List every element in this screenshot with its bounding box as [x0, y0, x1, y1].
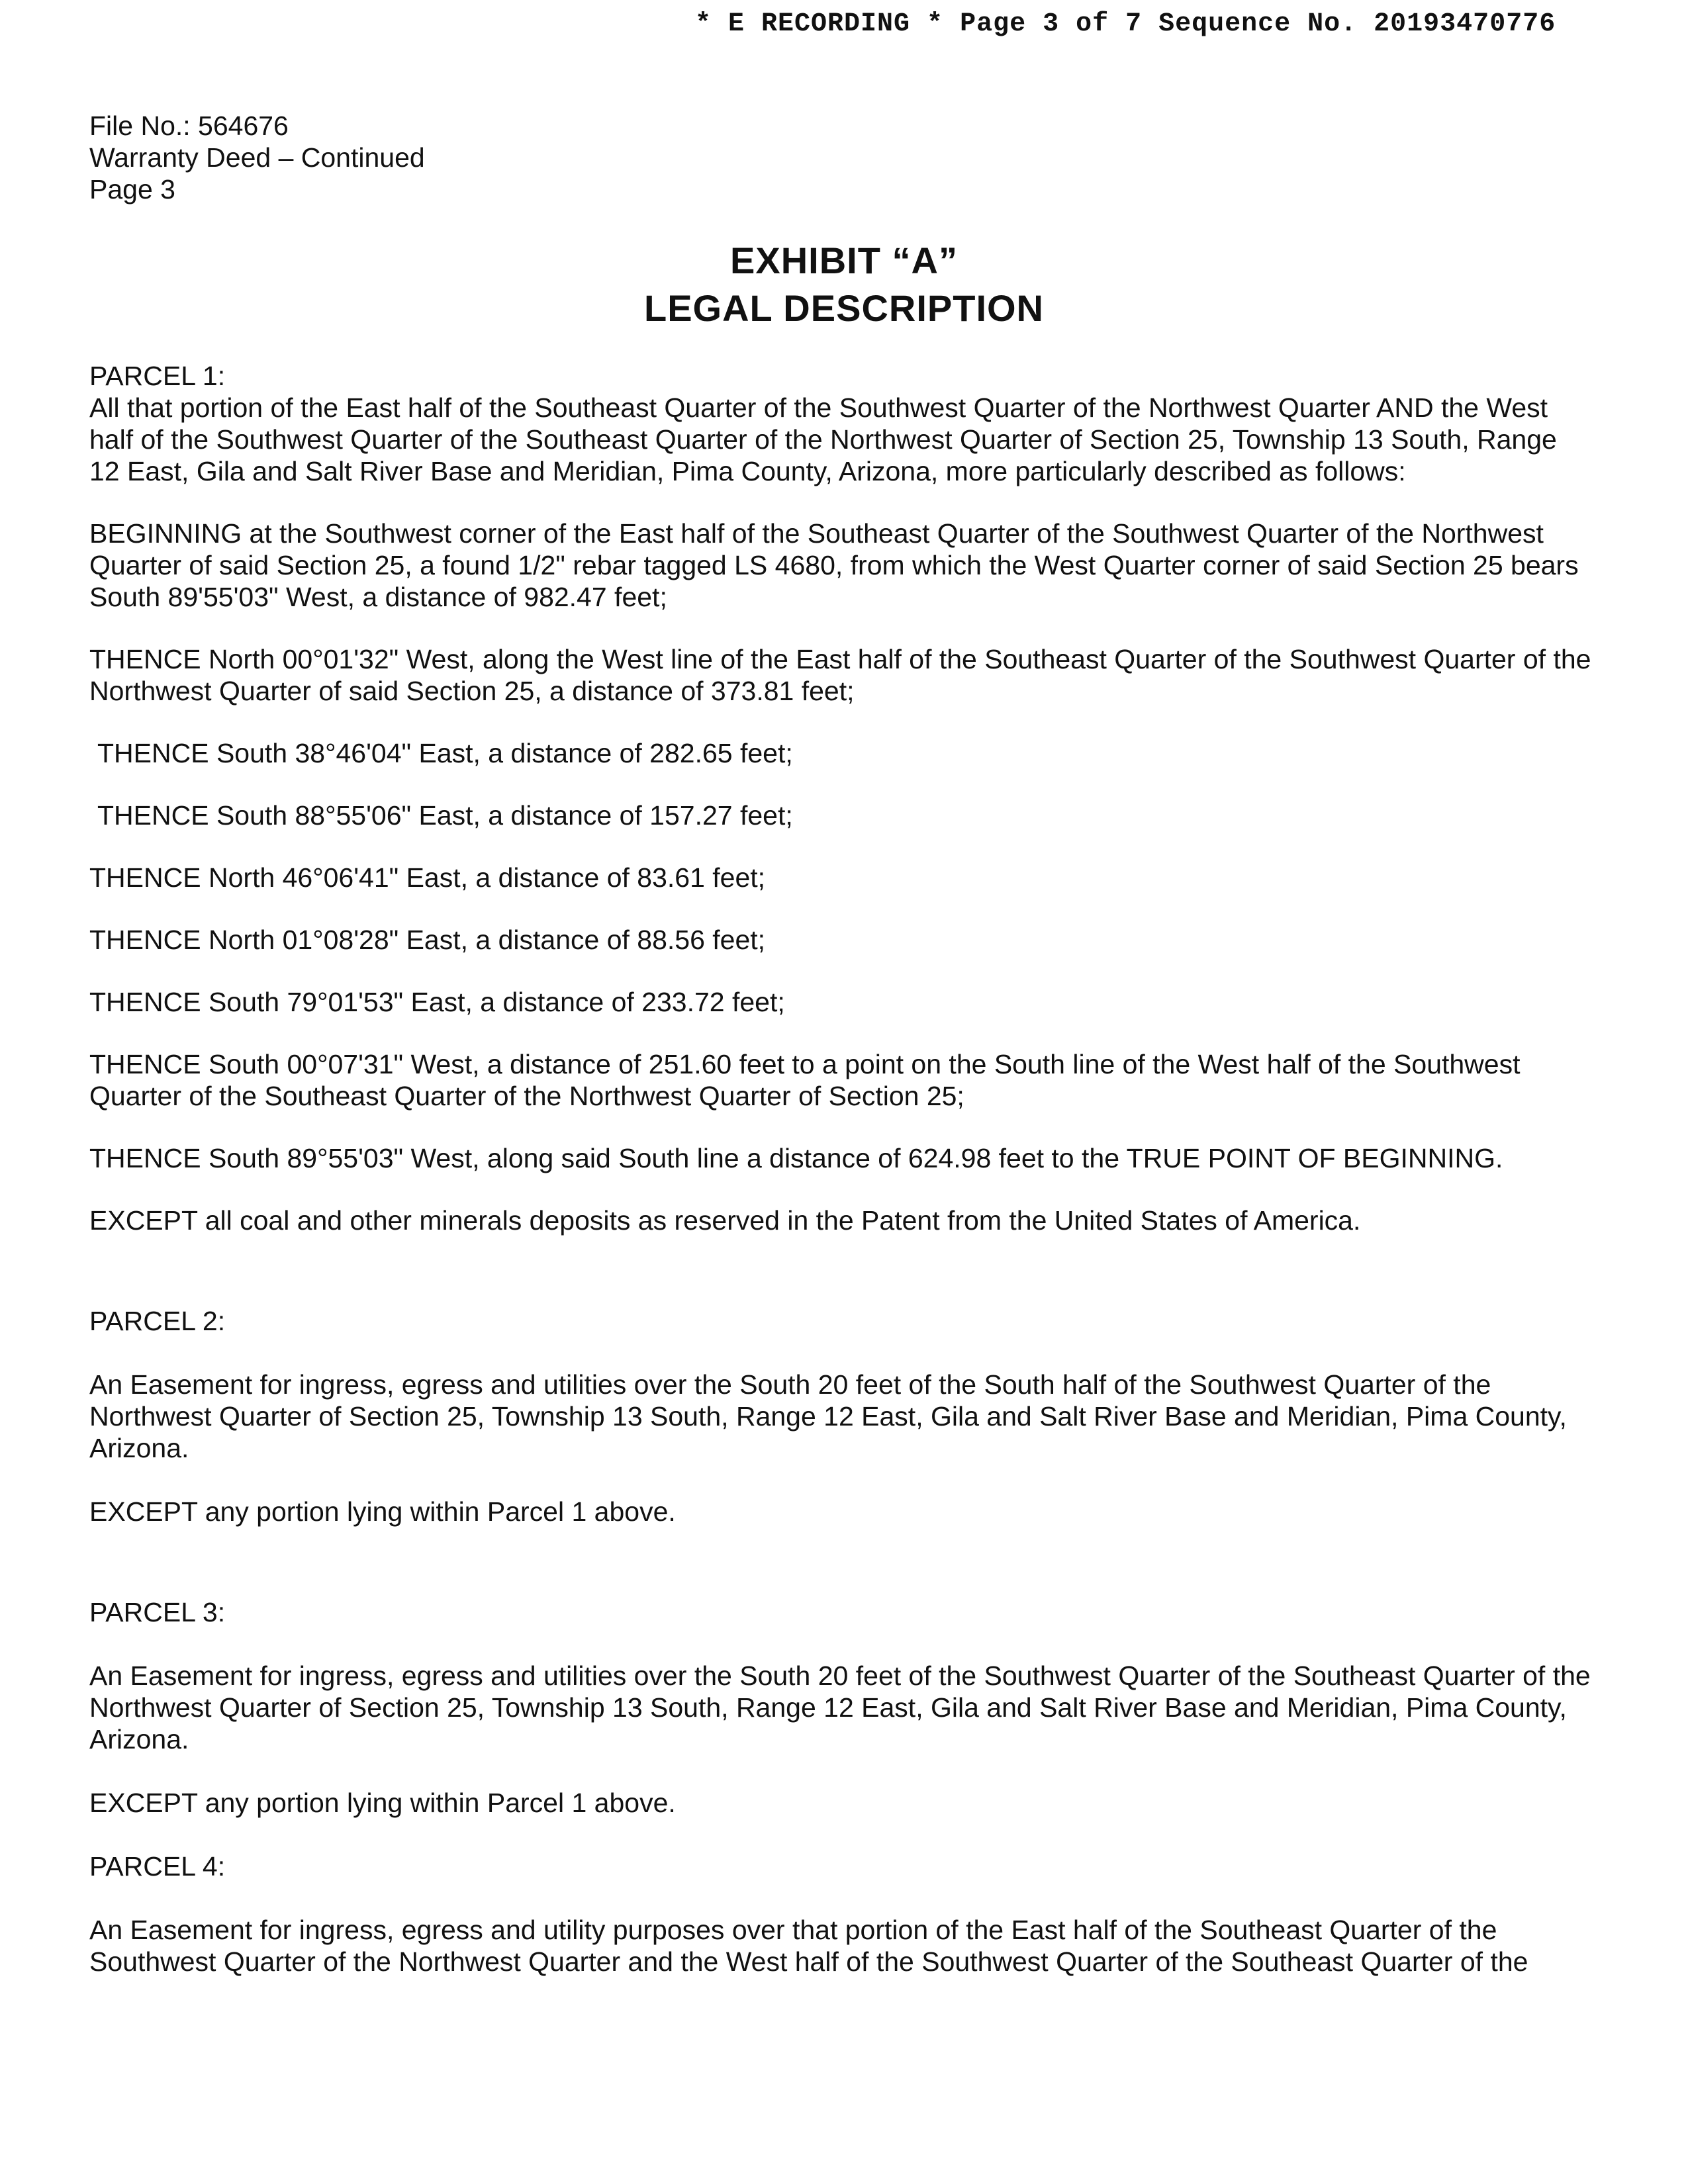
- parcel-1-call: THENCE South 00°07'31" West, a distance of 251.60 feet to a point on the South line of the West half of the Southwest Quarter of the Southeast Quarter of the Northwest Quarter of Section 25;: [89, 1049, 1521, 1111]
- parcel-4-text: An Easement for ingress, egress and utility purposes over that portion of the East half of the Southeast Quarter of the Southwest Quarter of the Northwest Quarter and the West half of the Southwest Quarter of the Southeast Quarter of the: [89, 1915, 1528, 1977]
- parcel-2-text: An Easement for ingress, egress and utilities over the South 20 feet of the South half of the Southwest Quarter of the Northwest Quarter of Section 25, Township 13 South, Range 12 East, Gila and Salt River Base and Meridian, Pima County, Arizona.: [89, 1369, 1567, 1463]
- parcel-1-except: EXCEPT all coal and other minerals deposits as reserved in the Patent from the United States of America.: [89, 1205, 1361, 1236]
- exhibit-subtitle: LEGAL DESCRIPTION: [643, 287, 1044, 329]
- parcel-1-label: PARCEL 1:: [89, 361, 226, 391]
- file-info: [89, 110, 425, 205]
- recording-header: * E RECORDING * Page 3 of 7 Sequence No. 20193470776: [695, 9, 1556, 39]
- parcel-3-except: EXCEPT any portion lying within Parcel 1 above.: [89, 1788, 676, 1818]
- parcel-2-label: PARCEL 2:: [89, 1306, 226, 1336]
- parcel-1-call: THENCE North 01°08'28" East, a distance of 88.56 feet;: [89, 925, 766, 955]
- document-title: Warranty Deed – Continued: [89, 142, 425, 173]
- legal-description: [89, 360, 1592, 1978]
- parcel-1-call: THENCE South 79°01'53" East, a distance of 233.72 feet;: [89, 987, 785, 1017]
- exhibit-heading: [0, 237, 1688, 332]
- parcel-1-call: THENCE South 38°46'04" East, a distance of 282.65 feet;: [97, 738, 793, 768]
- parcel-3-label: PARCEL 3:: [89, 1597, 226, 1627]
- parcel-1-call: THENCE North 00°01'32" West, along the West line of the East half of the Southeast Quarter of the Southwest Quarter of the Northwest Quarter of said Section 25, a distance of 373.81 feet;: [89, 644, 1591, 706]
- parcel-1-call: THENCE South 89°55'03" West, along said South line a distance of 624.98 feet to the TRUE POINT OF BEGINNING.: [89, 1143, 1503, 1173]
- parcel-1-call: THENCE North 46°06'41" East, a distance of 83.61 feet;: [89, 862, 766, 893]
- parcel-2-except: EXCEPT any portion lying within Parcel 1 above.: [89, 1496, 676, 1527]
- parcel-3-text: An Easement for ingress, egress and utilities over the South 20 feet of the Southwest Quarter of the Southeast Quarter of the Northwest Quarter of Section 25, Township 13 South, Range 12 East, Gila and Salt River Base and Meridian, Pima County, Arizona.: [89, 1661, 1591, 1754]
- parcel-4-label: PARCEL 4:: [89, 1851, 226, 1882]
- parcel-1-intro: All that portion of the East half of the Southeast Quarter of the Southwest Quarter of the Northwest Quarter AND the West half of the Southwest Quarter of the Southeast Quarter of the Northwest Quarter of Section 25, Township 13 South, Range 12 East, Gila and Salt River Base and Meridian, Pima County, Arizona, more particularly described as follows:: [89, 392, 1557, 486]
- file-number: File No.: 564676: [89, 111, 289, 141]
- parcel-1-beginning: BEGINNING at the Southwest corner of the East half of the Southeast Quarter of the Southwest Quarter of the Northwest Quarter of said Section 25, a found 1/2" rebar tagged LS 4680, from which the West Quarter corner of said Section 25 bears South 89'55'03" West, a distance of 982.47 feet;: [89, 518, 1579, 612]
- exhibit-title: EXHIBIT “A”: [730, 240, 958, 281]
- page-number: Page 3: [89, 174, 175, 205]
- parcel-1-call: THENCE South 88°55'06" East, a distance of 157.27 feet;: [97, 800, 793, 831]
